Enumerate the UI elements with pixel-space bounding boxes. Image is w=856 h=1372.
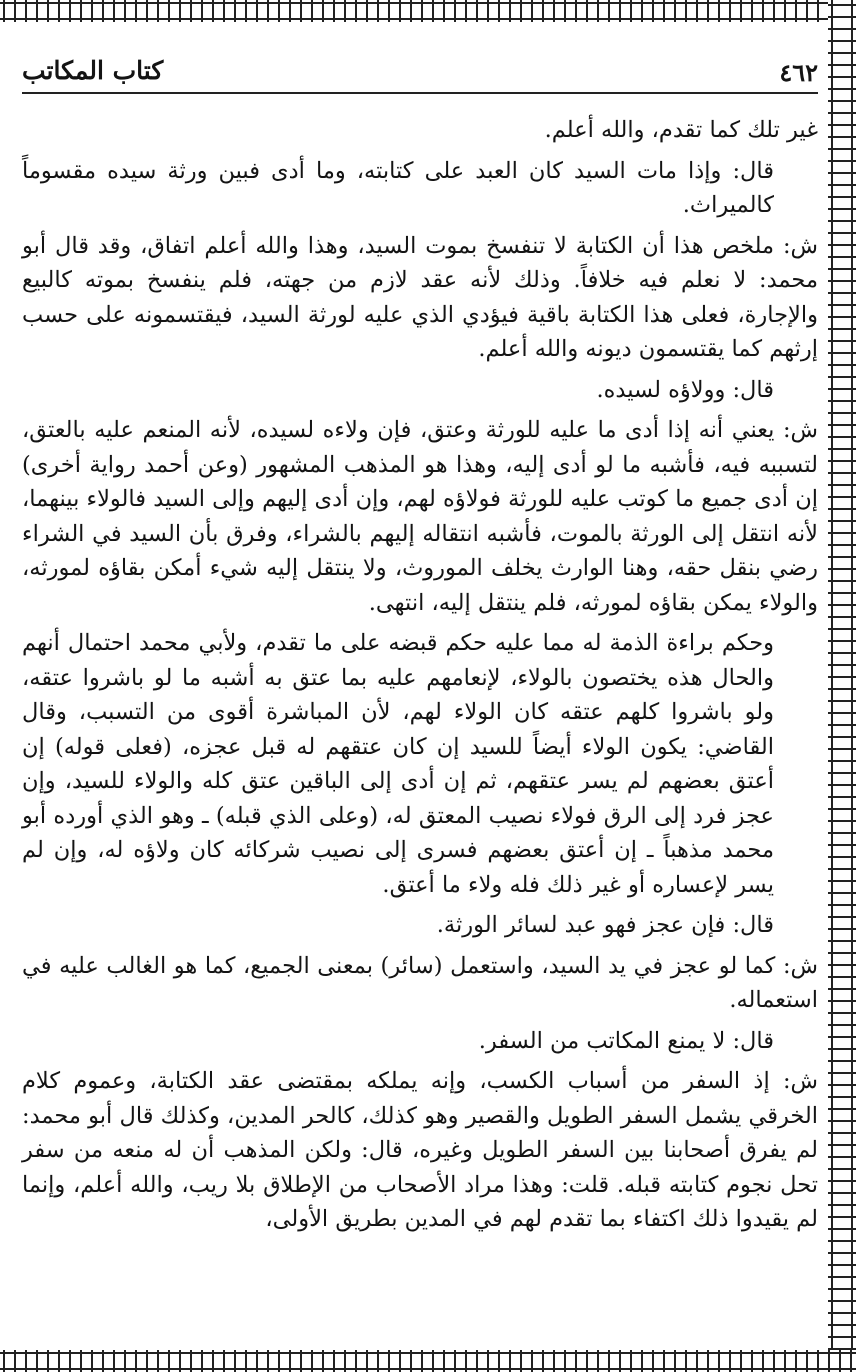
running-title: كتاب المكاتب	[22, 56, 164, 85]
page-body	[22, 113, 818, 1243]
ornamental-border-top	[0, 0, 856, 22]
ornamental-border-right	[828, 0, 856, 1372]
paragraph-matn-1: قال: وإذا مات السيد كان العبد على كتابته، وما أدى فبين ورثة سيده مقسوماً كالميراث.	[22, 157, 774, 218]
paragraph-sharh-4: ش: إذ السفر من أسباب الكسب، وإنه يملكه بمقتضى عقد الكتابة، وعموم كلام الخرقي يشمل السفر الطويل والقصير وهو كذلك، كالحر المدين، وكذلك قال أبو محمد: لم يفرق أصحابنا بين السفر الطويل وغيره، قال: ولكن المذهب أن له منعه من سفر تحل نجوم كتابته قبله. قلت: وهذا مراد الأصحاب من الإطلاق بلا ريب، والله أعلم، وإنما لم يقيدوا ذلك اكتفاء بما تقدم لهم في المدين بطريق الأولى،	[22, 1068, 818, 1232]
page-number: ٤٦٢	[779, 58, 818, 87]
paragraph-sharh-1: ش: ملخص هذا أن الكتابة لا تنفسخ بموت السيد، وهذا والله أعلم اتفاق، وقد قال أبو محمد: لا نعلم فيه خلافاً. وذلك لأنه عقد لازم من جهته، فلم ينفسخ بموته كالبيع والإجارة، فعلى هذا الكتابة باقية فيؤدي الذي عليه لورثة السيد، فيقتسمونه على حسب إرثهم كما يقتسمون ديونه والله أعلم.	[22, 232, 818, 362]
paragraph-sharh-3: ش: كما لو عجز في يد السيد، واستعمل (سائر) بمعنى الجميع، كما هو الغالب عليه في استعماله.	[22, 952, 818, 1013]
paragraph-matn-2: قال: وولاؤه لسيده.	[596, 376, 774, 403]
paragraph-matn-4: قال: لا يمنع المكاتب من السفر.	[478, 1027, 774, 1054]
paragraph-sharh-2: ش: يعني أنه إذا أدى ما عليه للورثة وعتق، فإن ولاءه لسيده، لأنه المنعم عليه بالعتق، لتسببه فيه، فأشبه ما لو أدى إليه، وهذا هو المذهب المشهور (وعن أحمد رواية أخرى) إن أدى جميع ما كوتب عليه للورثة فولاؤه لهم، وإن أدى إليهم وإلى السيد فالولاء بينهما، لأنه انتقل إلى الورثة بالموت، فأشبه انتقاله إليهم بالشراء، وفرق بأن السيد في الشراء رضي بنقل حقه، وهنا الوارث يخلف الموروث، ولا ينتقل إليه شيء أمكن بقاؤه لمورثه، والولاء يمكن بقاؤه لمورثه، فلم ينتقل إليه، انتهى.	[22, 417, 818, 616]
page-header	[22, 50, 818, 94]
ornamental-border-bottom	[0, 1350, 856, 1372]
paragraph-sharh-2-continued: وحكم براءة الذمة له مما عليه حكم قبضه على ما تقدم، ولأبي محمد احتمال أنهم والحال هذه يختصون بالولاء، لإنعامهم عليه بما عتق به أشبه ما لو باشروا عتقه، ولو باشروا كلهم عتقه كان الولاء لهم، لأن المباشرة أقوى من التسبب، وقال القاضي: يكون الولاء أيضاً للسيد إن كان عتقهم له قبل عجزه، (فعلى قوله) إن أعتق بعضهم لم يسر عتقهم، ثم إن أدى إلى الباقين عتق كله والولاء للسيد، وإن عجز فرد إلى الرق فولاء نصيب المعتق له، (وعلى الذي قبله) ـ وهو الذي أورده أبو محمد مذهباً ـ إن أعتق بعضهم فسرى إلى نصيب شركائه كان ولاؤه له، وإن لم يسر لإعساره أو غير ذلك فله ولاء ما أعتق.	[22, 630, 774, 898]
paragraph-matn-3: قال: فإن عجز فهو عبد لسائر الورثة.	[436, 912, 774, 938]
paragraph-continuation: غير تلك كما تقدم، والله أعلم.	[544, 117, 818, 143]
